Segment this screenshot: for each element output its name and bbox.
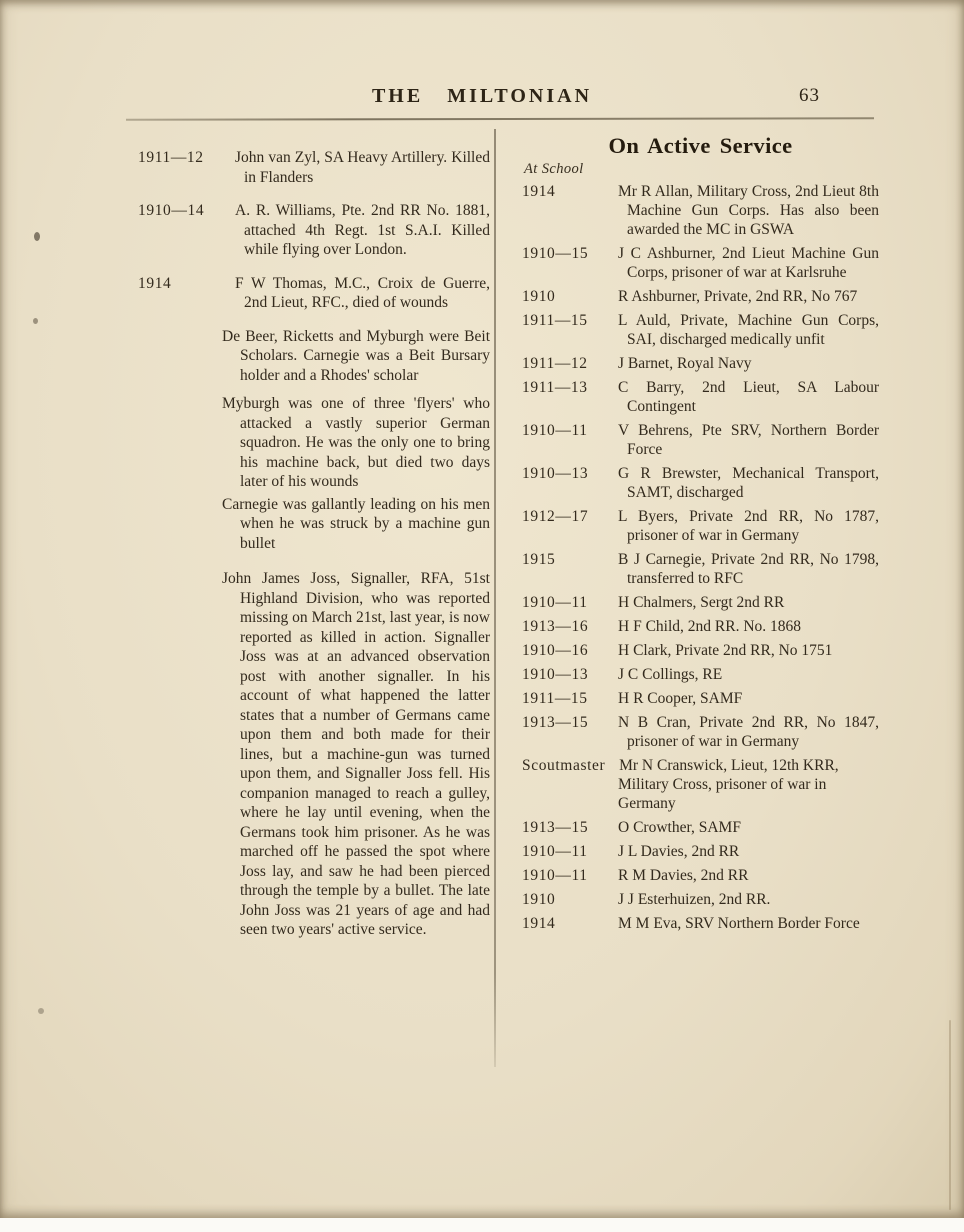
entry-years: 1910—11: [522, 422, 588, 439]
ink-speck: [34, 232, 40, 241]
service-entry-row: [138, 201, 490, 260]
page-number: 63: [799, 85, 820, 106]
entry-text: B J Carnegie, Private 2nd RR, No 1798, transferred to RFC: [618, 551, 879, 587]
entry-years: 1910—15: [522, 245, 589, 262]
entry-years: 1911—12: [138, 149, 204, 166]
entry-years: 1911—12: [522, 355, 588, 372]
paragraph: John James Joss, Signaller, RFA, 51st Highland Division, who was reported missing on March 21st, last year, is now reported as killed in action. Signaller Joss was at an advanced observation post with another signaller. In his account of what happened the latter states that a number of Germans came upon them and both made for their lines, but a machine-gun was turned upon them, and Signaller Joss fell. His companion managed to reach a gulley, where he lay until evening, when the Germans took him prisoner. As he was marched off he passed the spot where Joss lay, and saw he had been pierced through the temple by a bullet. The late John Joss was 21 years of age and had seen two years' active service.: [222, 570, 490, 938]
entry-years: 1910: [522, 891, 556, 908]
service-entry-row: [522, 507, 879, 545]
entry-text: M M Eva, SRV Northern Border Force: [618, 915, 860, 932]
right-column-entries: [522, 182, 879, 933]
section-subheading: At School: [524, 161, 584, 177]
entry-years: Scoutmaster: [522, 757, 606, 774]
left-column-entries: [138, 148, 490, 313]
left-column-paragraphs: [222, 327, 490, 940]
section-heading: On Active Service: [608, 133, 793, 158]
entry-text: J C Ashburner, 2nd Lieut Machine Gun Corps, prisoner of war at Karlsruhe: [618, 245, 879, 281]
entry-years: 1913—15: [522, 819, 589, 836]
entry-text: R Ashburner, Private, 2nd RR, No 767: [618, 288, 858, 305]
service-entry-row: [522, 354, 879, 373]
entry-text: J L Davies, 2nd RR: [618, 843, 740, 860]
service-entry-row: [522, 244, 879, 282]
service-entry-row: [522, 842, 879, 861]
entry-text: H Clark, Private 2nd RR, No 1751: [618, 642, 833, 659]
entry-years: 1912—17: [522, 508, 589, 525]
service-entry-row: [138, 148, 490, 187]
entry-text: C Barry, 2nd Lieut, SA Labour Contingent: [618, 379, 879, 415]
entry-years: 1914: [138, 274, 172, 292]
entry-years: 1910—16: [522, 642, 589, 659]
entry-years: 1911—15: [522, 312, 588, 329]
entry-text: L Auld, Private, Machine Gun Corps, SAI, discharged medically unfit: [618, 312, 879, 348]
service-entry-row: [522, 641, 879, 660]
entry-text: L Byers, Private 2nd RR, No 1787, prisoner of war in Germany: [618, 508, 879, 544]
right-column: [522, 133, 879, 938]
service-entry-row: [522, 464, 879, 502]
service-entry-row: [522, 593, 879, 612]
entry-text: R M Davies, 2nd RR: [618, 867, 749, 884]
entry-years: 1915: [522, 551, 556, 568]
service-entry-row: [522, 665, 879, 684]
header-rule: [126, 117, 874, 121]
entry-text: J C Collings, RE: [618, 666, 723, 683]
paragraph: Myburgh was one of three 'flyers' who attacked a vastly superior German squadron. He was the only one to bring his machine back, but died two days later of his wounds: [222, 395, 490, 490]
entry-years: 1910—11: [522, 867, 588, 884]
service-entry-row: [522, 287, 879, 306]
service-entry-row: [522, 818, 879, 837]
entry-text: H R Cooper, SAMF: [618, 690, 743, 707]
service-entry-row: [522, 421, 879, 459]
paragraph: De Beer, Ricketts and Myburgh were Beit Scholars. Carnegie was a Beit Bursary holder and a Rhodes' scholar: [222, 327, 490, 384]
ink-speck: [38, 1008, 44, 1014]
service-entry-row: [522, 866, 879, 885]
entry-text: Mr R Allan, Military Cross, 2nd Lieut 8th Machine Gun Corps. Has also been awarded the MC in GSWA: [618, 183, 879, 238]
entry-text: O Crowther, SAMF: [618, 819, 741, 836]
entry-years: 1913—15: [522, 714, 589, 731]
service-entry-row: [522, 550, 879, 588]
entry-years: 1913—16: [522, 618, 589, 635]
entry-years: 1911—13: [522, 379, 588, 396]
service-entry-row: [522, 914, 879, 933]
left-column: [138, 148, 490, 949]
page-title: THE MILTONIAN: [371, 85, 593, 107]
service-entry-row: [522, 890, 879, 909]
entry-years: 1914: [522, 915, 556, 932]
entry-text: V Behrens, Pte SRV, Northern Border Force: [618, 422, 879, 458]
service-entry-row: [522, 378, 879, 416]
service-entry-row: [522, 617, 879, 636]
service-entry-row: [522, 689, 879, 708]
entry-text: F W Thomas, M.C., Croix de Guerre, 2nd Lieut, RFC., died of wounds: [235, 274, 490, 311]
entry-years: 1910—11: [522, 843, 588, 860]
paper-crease: [949, 1020, 951, 1210]
entry-years: 1910: [522, 288, 556, 305]
entry-years: 1914: [522, 183, 556, 200]
service-entry-row: [522, 756, 879, 813]
paragraph: Carnegie was gallantly leading on his men when he was struck by a machine gun bullet: [222, 495, 490, 552]
entry-years: 1910—13: [522, 666, 589, 683]
entry-text: Mr N Cranswick, Lieut, 12th KRR, Military Cross, prisoner of war in Germany: [618, 757, 839, 812]
entry-text: H Chalmers, Sergt 2nd RR: [618, 594, 785, 611]
entry-text: N B Cran, Private 2nd RR, No 1847, prisoner of war in Germany: [618, 714, 879, 750]
entry-years: 1910—13: [522, 465, 589, 482]
service-entry-row: [138, 274, 490, 313]
ink-speck: [33, 318, 38, 324]
entry-years: 1910—11: [522, 594, 588, 611]
service-entry-row: [522, 182, 879, 239]
entry-text: J J Esterhuizen, 2nd RR.: [618, 891, 771, 908]
entry-text: J Barnet, Royal Navy: [618, 355, 752, 372]
entry-text: A. R. Williams, Pte. 2nd RR No. 1881, attached 4th Regt. 1st S.A.I. Killed while flying over London.: [235, 202, 490, 258]
column-divider: [494, 129, 496, 1067]
service-entry-row: [522, 713, 879, 751]
entry-text: H F Child, 2nd RR. No. 1868: [618, 618, 802, 635]
entry-years: 1911—15: [522, 690, 588, 707]
entry-years: 1910—14: [138, 202, 205, 219]
entry-text: John van Zyl, SA Heavy Artillery. Killed in Flanders: [235, 149, 490, 186]
service-entry-row: [522, 311, 879, 349]
entry-text: G R Brewster, Mechanical Transport, SAMT, discharged: [618, 465, 879, 501]
